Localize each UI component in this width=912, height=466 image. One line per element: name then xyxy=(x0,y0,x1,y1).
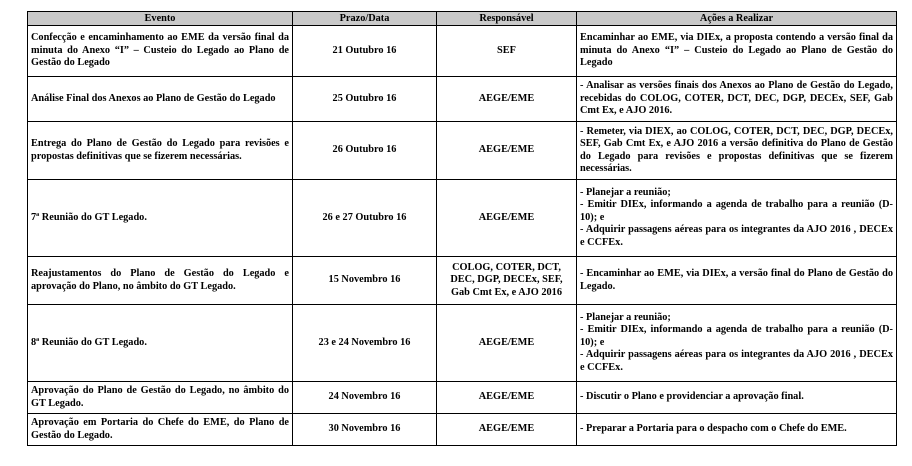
cell-evento: Entrega do Plano de Gestão do Legado para revisões e propostas definitivas que se fizerem necessárias. xyxy=(28,122,293,180)
table-row xyxy=(28,26,897,77)
cell-prazo: 25 Outubro 16 xyxy=(293,77,437,122)
cell-acoes xyxy=(577,180,897,257)
cell-evento: Análise Final dos Anexos ao Plano de Gestão do Legado xyxy=(28,77,293,122)
table-header-row xyxy=(28,12,897,26)
cell-evento: Aprovação do Plano de Gestão do Legado, no âmbito do GT Legado. xyxy=(28,382,293,414)
cell-acoes xyxy=(577,305,897,382)
header-responsavel: Responsável xyxy=(437,12,577,26)
cell-prazo: 24 Novembro 16 xyxy=(293,382,437,414)
cell-evento: 8ª Reunião do GT Legado. xyxy=(28,305,293,382)
cell-evento: Aprovação em Portaria do Chefe do EME, do Plano de Gestão do Legado. xyxy=(28,414,293,446)
cell-acoes xyxy=(577,257,897,305)
cell-responsavel: AEGE/EME xyxy=(437,77,577,122)
table-row xyxy=(28,382,897,414)
table-row xyxy=(28,122,897,180)
acao-line: - Emitir DIEx, informando a agenda de trabalho para a reunião (D-10); e xyxy=(580,324,893,348)
acao-line: - Remeter, via DIEX, ao COLOG, COTER, DCT, DEC, DGP, DECEx, SEF, Gab Cmt Ex, e AJO 2016 a versão definitiva do Plano de Gestão do Legado para revisões e propostas definitivas que se fizerem necessárias. xyxy=(580,125,893,174)
acao-line: - Analisar as versões finais dos Anexos ao Plano de Gestão do Legado, recebidas do COLOG, COTER, DCT, DEC, DGP, DECEx, SEF, Gab Cmt Ex, e AJO 2016. xyxy=(580,80,893,117)
cell-responsavel: AEGE/EME xyxy=(437,382,577,414)
cell-acoes xyxy=(577,122,897,180)
schedule-table xyxy=(27,11,897,446)
cell-responsavel: AEGE/EME xyxy=(437,180,577,257)
acao-line: - Adquirir passagens aéreas para os integrantes da AJO 2016 , DECEx e CCFEx. xyxy=(580,349,893,373)
table-row xyxy=(28,77,897,122)
cell-responsavel: AEGE/EME xyxy=(437,122,577,180)
header-evento: Evento xyxy=(28,12,293,26)
cell-prazo: 26 e 27 Outubro 16 xyxy=(293,180,437,257)
cell-prazo: 23 e 24 Novembro 16 xyxy=(293,305,437,382)
cell-prazo: 21 Outubro 16 xyxy=(293,26,437,77)
table-row xyxy=(28,414,897,446)
acao-line: - Discutir o Plano e providenciar a aprovação final. xyxy=(580,391,804,403)
cell-acoes xyxy=(577,414,897,446)
acao-line: - Planejar a reunião; xyxy=(580,311,671,323)
cell-responsavel: AEGE/EME xyxy=(437,414,577,446)
cell-responsavel: AEGE/EME xyxy=(437,305,577,382)
cell-prazo: 15 Novembro 16 xyxy=(293,257,437,305)
acao-line: - Emitir DIEx, informando a agenda de trabalho para a reunião (D-10); e xyxy=(580,199,893,223)
cell-acoes xyxy=(577,382,897,414)
cell-prazo: 26 Outubro 16 xyxy=(293,122,437,180)
table-row xyxy=(28,180,897,257)
table-row xyxy=(28,305,897,382)
cell-responsavel: COLOG, COTER, DCT, DEC, DGP, DECEx, SEF, Gab Cmt Ex, e AJO 2016 xyxy=(437,257,577,305)
cell-evento: Reajustamentos do Plano de Gestão do Legado e aprovação do Plano, no âmbito do GT Legado. xyxy=(28,257,293,305)
cell-acoes xyxy=(577,26,897,77)
acao-line: - Encaminhar ao EME, via DIEx, a versão final do Plano de Gestão do Legado. xyxy=(580,268,893,292)
cell-acoes xyxy=(577,77,897,122)
cell-evento: 7ª Reunião do GT Legado. xyxy=(28,180,293,257)
acao-line: - Planejar a reunião; xyxy=(580,186,671,198)
cell-prazo: 30 Novembro 16 xyxy=(293,414,437,446)
header-prazo: Prazo/Data xyxy=(293,12,437,26)
acao-line: - Preparar a Portaria para o despacho com o Chefe do EME. xyxy=(580,423,847,435)
table-row xyxy=(28,257,897,305)
header-acoes: Ações a Realizar xyxy=(577,12,897,26)
cell-evento: Confecção e encaminhamento ao EME da versão final da minuta do Anexo “I” – Custeio do Legado ao Plano de Gestão do Legado xyxy=(28,26,293,77)
acao-line: Encaminhar ao EME, via DIEx, a proposta contendo a versão final da minuta do Anexo “I” – Custeio do Legado ao Plano de Gestão do Legado xyxy=(580,32,893,69)
acao-line: - Adquirir passagens aéreas para os integrantes da AJO 2016 , DECEx e CCFEx. xyxy=(580,224,893,248)
cell-responsavel: SEF xyxy=(437,26,577,77)
